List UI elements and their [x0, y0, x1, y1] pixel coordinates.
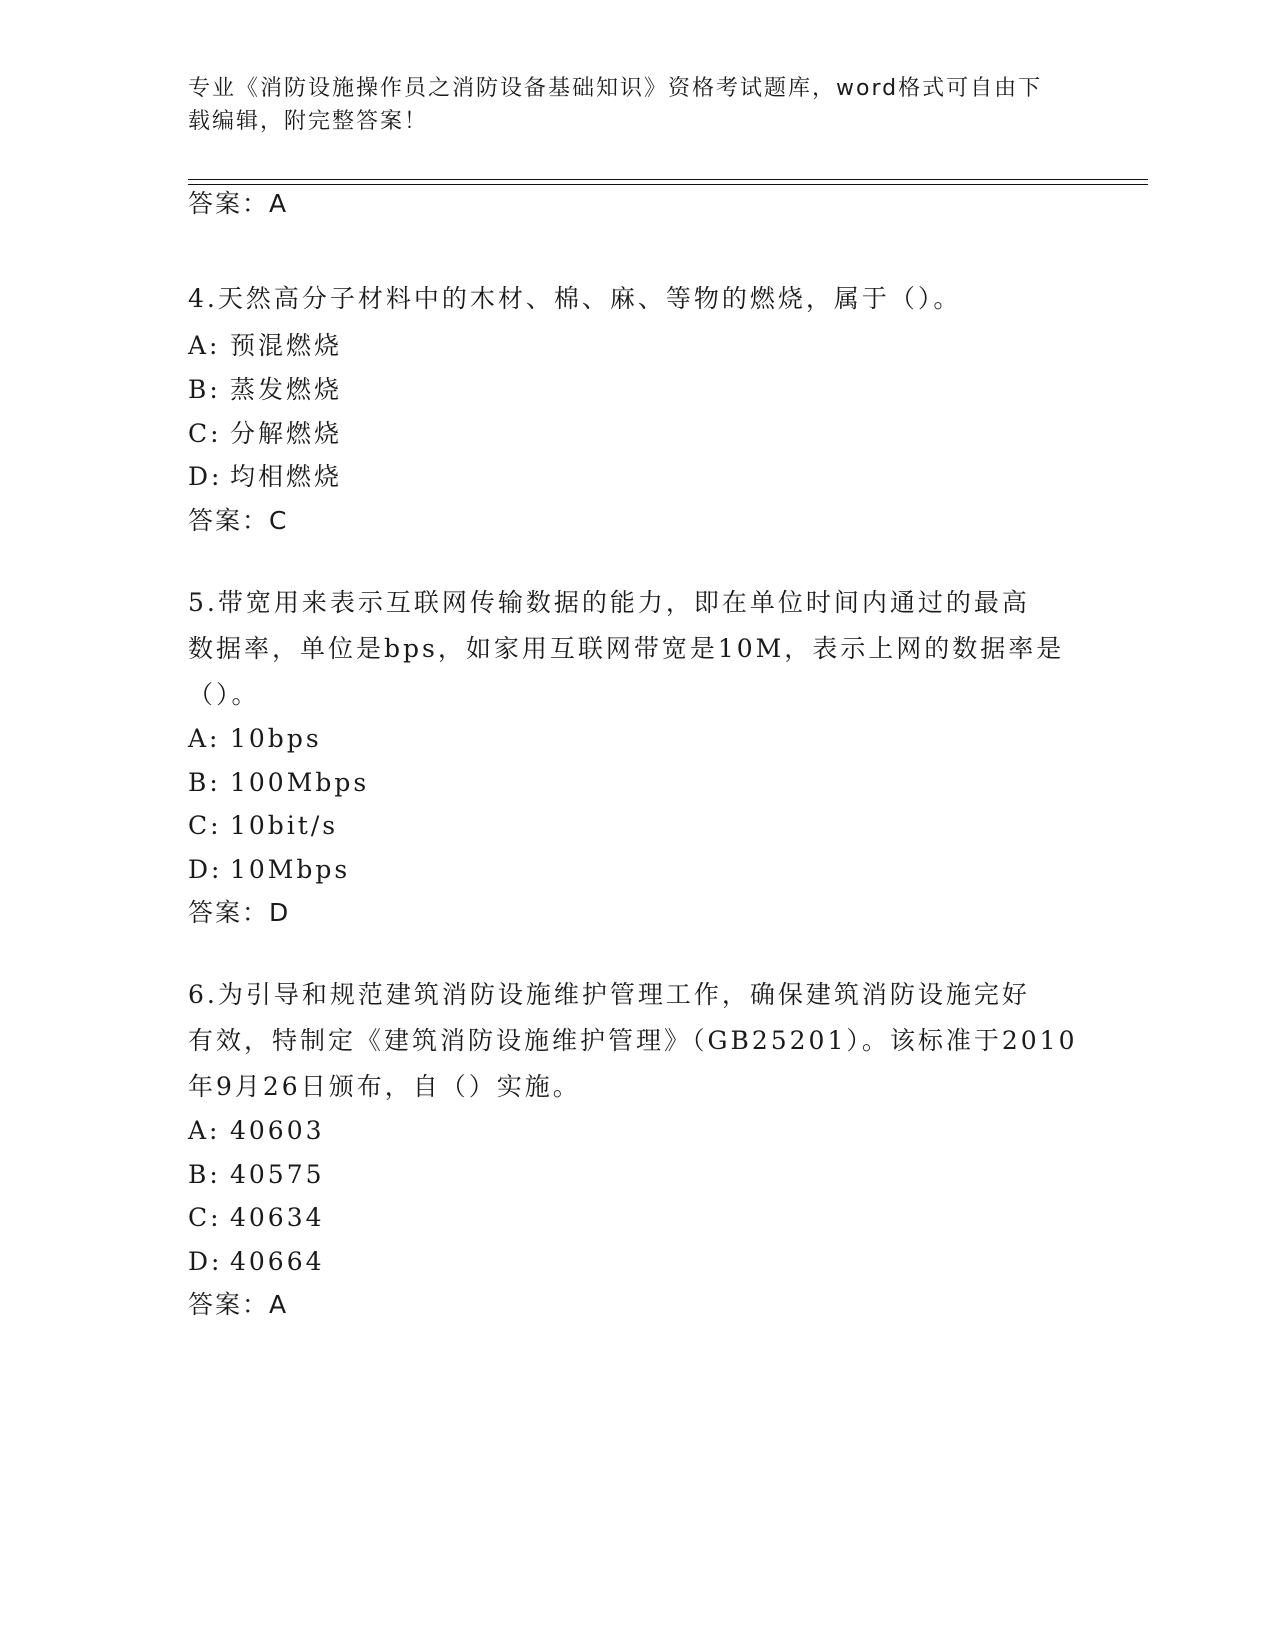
- question-6-option-d: [188, 1246, 325, 1278]
- header-line-1: 专业《消防设施操作员之消防设备基础知识》资格考试题库，word格式可自由下: [188, 76, 1043, 101]
- question-5-option-c: [188, 810, 338, 842]
- question-4-text: [188, 276, 1088, 322]
- question-4-option-b: [188, 374, 342, 406]
- question-5-option-b: [188, 767, 369, 799]
- document-header: [188, 72, 1068, 138]
- answer-value: A: [269, 1290, 289, 1319]
- option-text: 预混燃烧: [230, 331, 343, 360]
- question-4-option-c: [188, 418, 342, 450]
- option-text: 分解燃烧: [230, 419, 343, 448]
- question-line: 4.天然高分子材料中的木材、棉、麻、等物的燃烧，属于（）。: [188, 284, 962, 313]
- answer-value: D: [269, 898, 291, 927]
- header-line-2: 载编辑，附完整答案！: [188, 109, 429, 134]
- question-5-text: [188, 580, 1088, 718]
- question-4-option-d: [188, 461, 342, 493]
- option-text: 10Mbps: [230, 855, 351, 884]
- answer-value: C: [269, 506, 289, 535]
- option-letter: A:: [188, 331, 221, 360]
- option-text: 40634: [230, 1203, 325, 1232]
- question-line: 数据率，单位是bps，如家用互联网带宽是10M，表示上网的数据率是: [188, 634, 1065, 663]
- option-text: 10bit/s: [230, 811, 339, 840]
- option-text: 40664: [230, 1247, 325, 1276]
- option-letter: D:: [188, 855, 223, 884]
- question-line: 有效，特制定《建筑消防设施维护管理》（GB25201）。该标准于2010: [188, 1026, 1078, 1055]
- option-letter: B:: [188, 768, 221, 797]
- question-line: （）。: [188, 680, 260, 709]
- option-letter: C:: [188, 1203, 222, 1232]
- question-5-answer: [188, 897, 290, 929]
- question-4-answer: [188, 505, 288, 537]
- option-letter: C:: [188, 811, 222, 840]
- option-text: 10bps: [230, 724, 322, 753]
- question-5-option-d: [188, 854, 350, 886]
- question-6-option-b: [188, 1159, 325, 1191]
- prev-answer: [188, 188, 288, 220]
- option-text: 100Mbps: [230, 768, 370, 797]
- option-letter: B:: [188, 1160, 221, 1189]
- answer-prefix: 答案：: [188, 898, 270, 927]
- answer-prefix: 答案：: [188, 506, 270, 535]
- question-line: 5.带宽用来表示互联网传输数据的能力，即在单位时间内通过的最高: [188, 588, 1030, 617]
- question-4-option-a: [188, 330, 342, 362]
- header-rule-bottom: [188, 184, 1148, 185]
- option-text: 40575: [230, 1160, 325, 1189]
- question-line: 年9月26日颁布，自（）实施。: [188, 1072, 581, 1101]
- answer-value: A: [269, 189, 289, 218]
- header-rule-top: [188, 179, 1148, 180]
- answer-prefix: 答案：: [188, 189, 270, 218]
- question-6-option-c: [188, 1202, 325, 1234]
- question-6-text: [188, 972, 1088, 1110]
- option-letter: A:: [188, 1116, 221, 1145]
- option-letter: A:: [188, 724, 221, 753]
- option-letter: B:: [188, 375, 221, 404]
- question-6-answer: [188, 1289, 288, 1321]
- option-text: 均相燃烧: [230, 462, 343, 491]
- option-text: 40603: [230, 1116, 325, 1145]
- answer-prefix: 答案：: [188, 1290, 270, 1319]
- question-6-option-a: [188, 1115, 325, 1147]
- question-5-option-a: [188, 723, 322, 755]
- question-line: 6.为引导和规范建筑消防设施维护管理工作，确保建筑消防设施完好: [188, 980, 1030, 1009]
- option-text: 蒸发燃烧: [230, 375, 343, 404]
- option-letter: D:: [188, 462, 223, 491]
- option-letter: C:: [188, 419, 222, 448]
- option-letter: D:: [188, 1247, 223, 1276]
